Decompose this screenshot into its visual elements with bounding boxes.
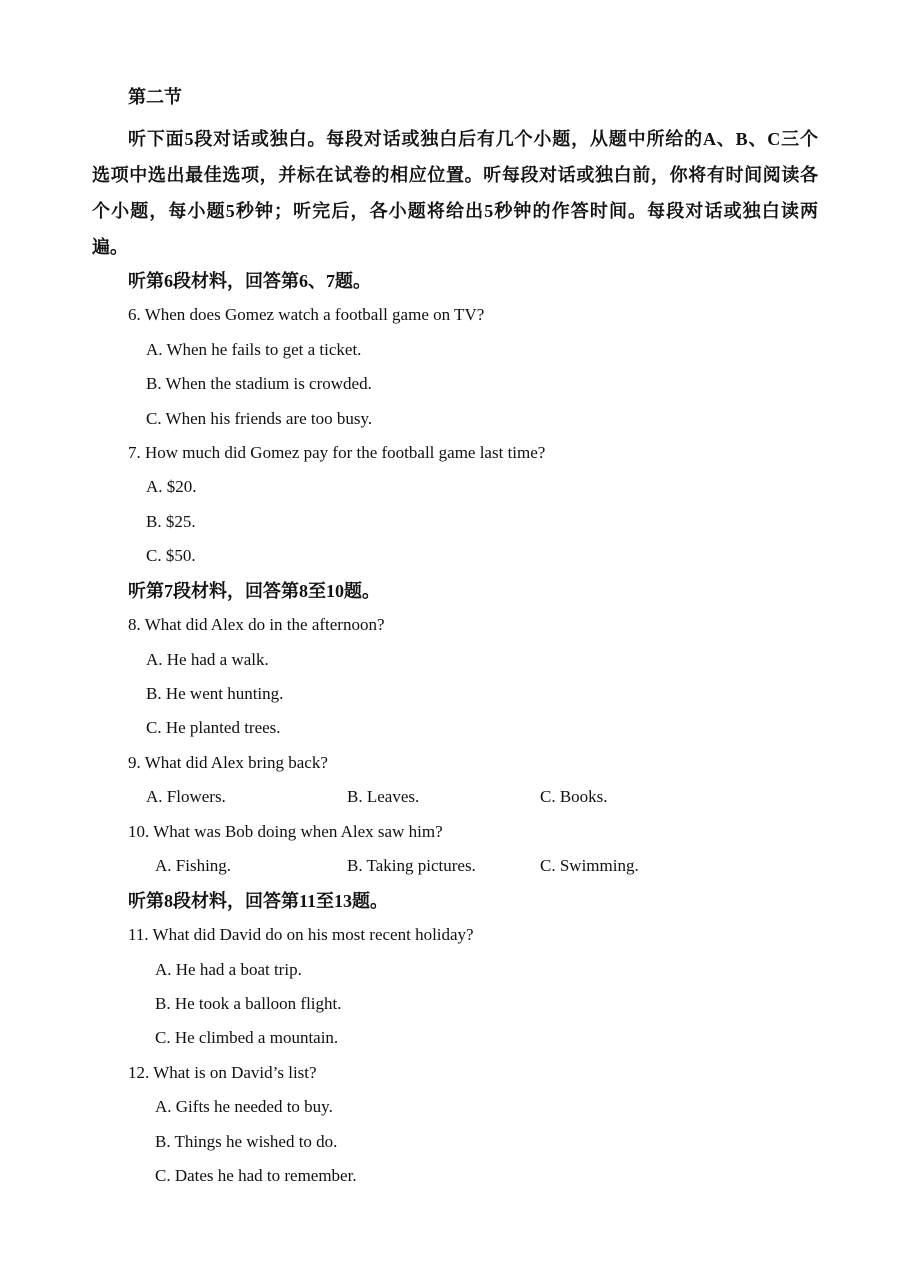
question-9-option-a[interactable]: A. Flowers. (146, 787, 226, 806)
question-6: 6. When does Gomez watch a football game on TV? (128, 305, 485, 324)
question-11-option-b[interactable]: B. He took a balloon flight. (155, 994, 342, 1013)
question-6-option-b[interactable]: B. When the stadium is crowded. (146, 374, 372, 393)
instructions-line-3: 个小题，每小题5秒钟；听完后，各小题将给出5秒钟的作答时间。每段对话或独白读两 (92, 201, 818, 221)
question-7-option-b[interactable]: B. $25. (146, 512, 196, 531)
question-9-option-c[interactable]: C. Books. (540, 787, 608, 806)
question-10-option-c[interactable]: C. Swimming. (540, 856, 639, 875)
question-10: 10. What was Bob doing when Alex saw him? (128, 822, 443, 841)
question-6-option-c[interactable]: C. When his friends are too busy. (146, 409, 373, 428)
instructions-line-2: 选项中选出最佳选项，并标在试卷的相应位置。听每段对话或独白前，你将有时间阅读各 (92, 165, 818, 185)
instructions-line-1: 听下面5段对话或独白。每段对话或独白后有几个小题，从题中所给的A、B、C三个 (128, 129, 818, 149)
question-8-option-a[interactable]: A. He had a walk. (146, 650, 269, 669)
question-12-option-a[interactable]: A. Gifts he needed to buy. (155, 1097, 333, 1116)
question-10-option-a[interactable]: A. Fishing. (155, 856, 232, 875)
question-7: 7. How much did Gomez pay for the football game last time? (128, 443, 546, 462)
question-8-option-c[interactable]: C. He planted trees. (146, 718, 281, 737)
question-11: 11. What did David do on his most recent holiday? (128, 925, 474, 944)
group-heading-11-13: 听第8段材料，回答第11至13题。 (128, 891, 389, 911)
question-11-option-a[interactable]: A. He had a boat trip. (155, 960, 302, 979)
question-12-option-b[interactable]: B. Things he wished to do. (155, 1132, 338, 1151)
question-9: 9. What did Alex bring back? (128, 753, 328, 772)
instructions-line-4: 遍。 (92, 237, 128, 257)
question-10-option-b[interactable]: B. Taking pictures. (347, 856, 476, 875)
question-7-option-a[interactable]: A. $20. (146, 477, 197, 496)
question-12-option-c[interactable]: C. Dates he had to remember. (155, 1166, 357, 1185)
group-heading-8-10: 听第7段材料，回答第8至10题。 (128, 581, 380, 601)
question-11-option-c[interactable]: C. He climbed a mountain. (155, 1028, 339, 1047)
section-title: 第二节 (128, 87, 182, 107)
question-6-option-a[interactable]: A. When he fails to get a ticket. (146, 340, 362, 359)
question-8: 8. What did Alex do in the afternoon? (128, 615, 385, 634)
group-heading-6-7: 听第6段材料，回答第6、7题。 (128, 271, 371, 291)
question-9-option-b[interactable]: B. Leaves. (347, 787, 420, 806)
question-12: 12. What is on David’s list? (128, 1063, 317, 1082)
question-8-option-b[interactable]: B. He went hunting. (146, 684, 284, 703)
question-7-option-c[interactable]: C. $50. (146, 546, 196, 565)
